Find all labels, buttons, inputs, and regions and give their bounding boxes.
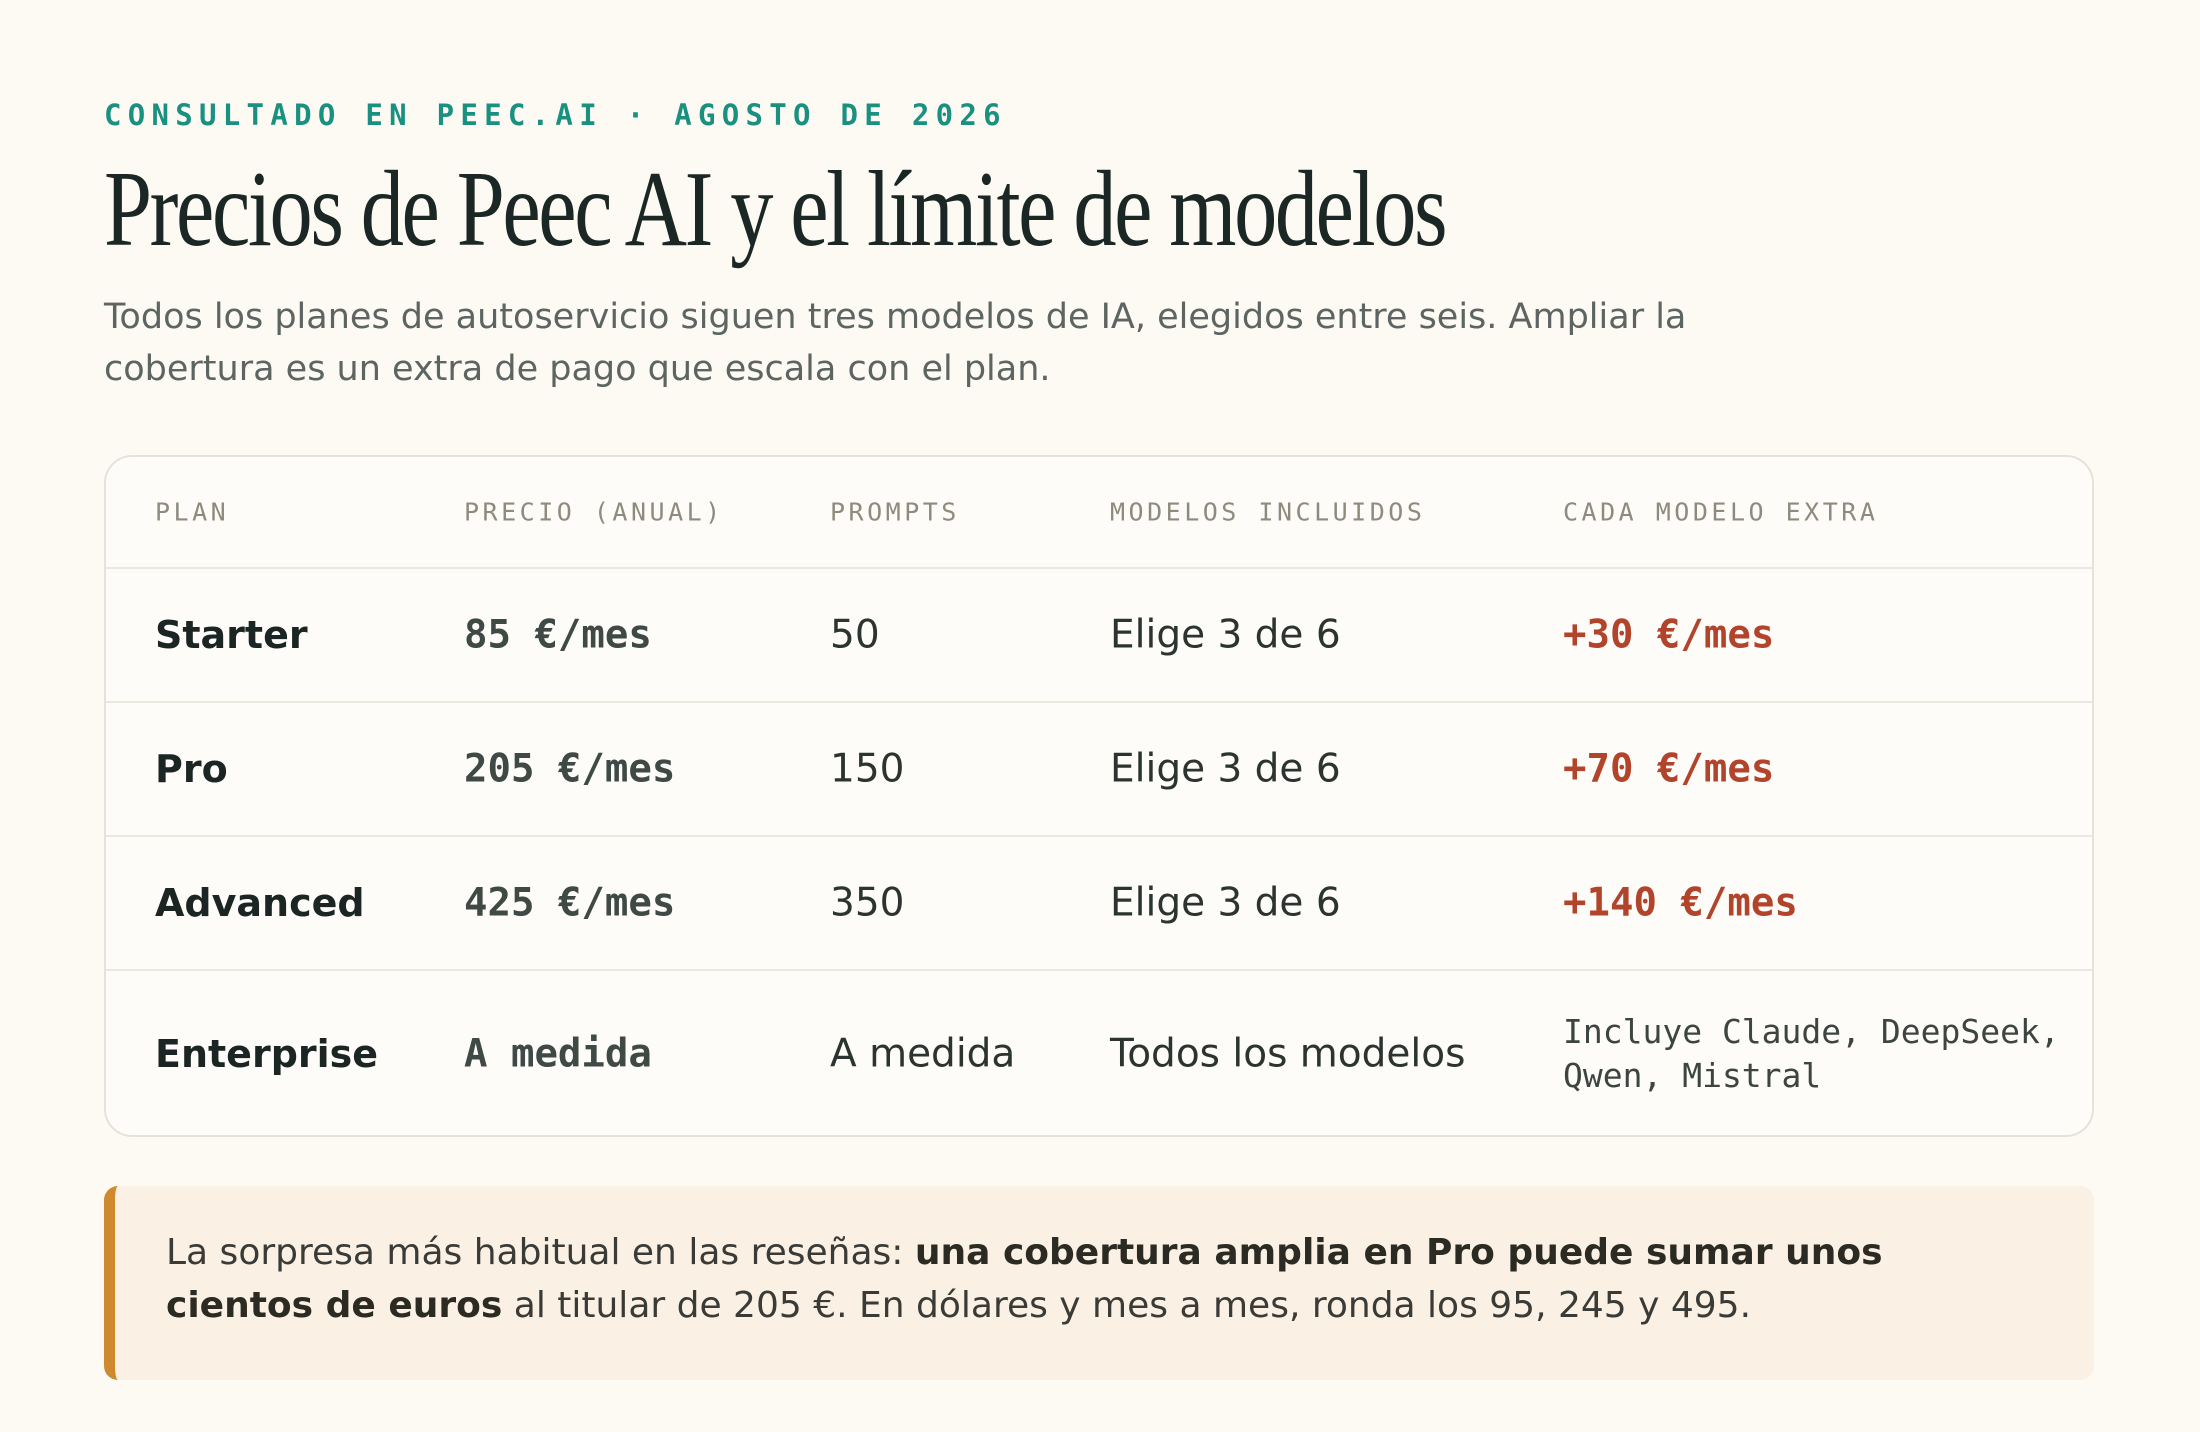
callout-note xyxy=(104,1186,2094,1380)
plan-extra-model-price: +70 €/mes xyxy=(1563,746,1775,792)
plan-extra-model-price: +140 €/mes xyxy=(1563,880,1798,926)
table-row-enterprise xyxy=(106,971,2092,1137)
plan-price: 425 €/mes xyxy=(464,880,676,926)
plan-prompts: 50 xyxy=(830,612,880,658)
page-title: Precios de Peec AI y el límite de modelos xyxy=(104,150,1446,269)
plan-price: 205 €/mes xyxy=(464,746,676,792)
note-tail: al titular de 205 €. En dólares y mes a mes, ronda los 95, 245 y 495. xyxy=(502,1285,1752,1326)
plan-name: Advanced xyxy=(155,881,365,925)
plan-name: Enterprise xyxy=(155,1032,379,1076)
plan-models: Elige 3 de 6 xyxy=(1110,612,1341,658)
table-row-advanced xyxy=(106,837,2092,969)
note-emphasis: una cobertura amplia en Pro puede sumar unos cientos de euros xyxy=(166,1232,1883,1326)
table-header-row xyxy=(106,457,2092,567)
plan-prompts: 350 xyxy=(830,880,905,926)
plan-price: A medida xyxy=(464,1031,652,1077)
plan-extra-model-price: +30 €/mes xyxy=(1563,612,1775,658)
header-extra-model: CADA MODELO EXTRA xyxy=(1563,497,1879,527)
plan-models: Todos los modelos xyxy=(1110,1031,1466,1077)
pricing-table xyxy=(104,455,2094,1137)
plan-name: Starter xyxy=(155,613,308,657)
plan-extra-model-note: Incluye Claude, DeepSeek, Qwen, Mistral xyxy=(1563,1012,2060,1095)
header-models-included: MODELOS INCLUIDOS xyxy=(1110,497,1426,527)
table-row-starter xyxy=(106,569,2092,701)
plan-prompts: A medida xyxy=(830,1031,1016,1077)
header-plan: PLAN xyxy=(155,497,230,527)
page-subtitle: Todos los planes de autoservicio siguen tres modelos de IA, elegidos entre seis. Ampliar la cobertura es un extra de pago que escala con el plan. xyxy=(104,297,1687,389)
plan-models: Elige 3 de 6 xyxy=(1110,880,1341,926)
plan-price: 85 €/mes xyxy=(464,612,652,658)
note-lead: La sorpresa más habitual en las reseñas: xyxy=(166,1232,915,1273)
plan-models: Elige 3 de 6 xyxy=(1110,746,1341,792)
header-prompts: PROMPTS xyxy=(830,497,960,527)
table-row-pro xyxy=(106,703,2092,835)
eyebrow-source-date: CONSULTADO EN PEEC.AI · AGOSTO DE 2026 xyxy=(104,98,1007,132)
plan-name: Pro xyxy=(155,747,228,791)
plan-prompts: 150 xyxy=(830,746,905,792)
header-price: PRECIO (ANUAL) xyxy=(464,497,724,527)
